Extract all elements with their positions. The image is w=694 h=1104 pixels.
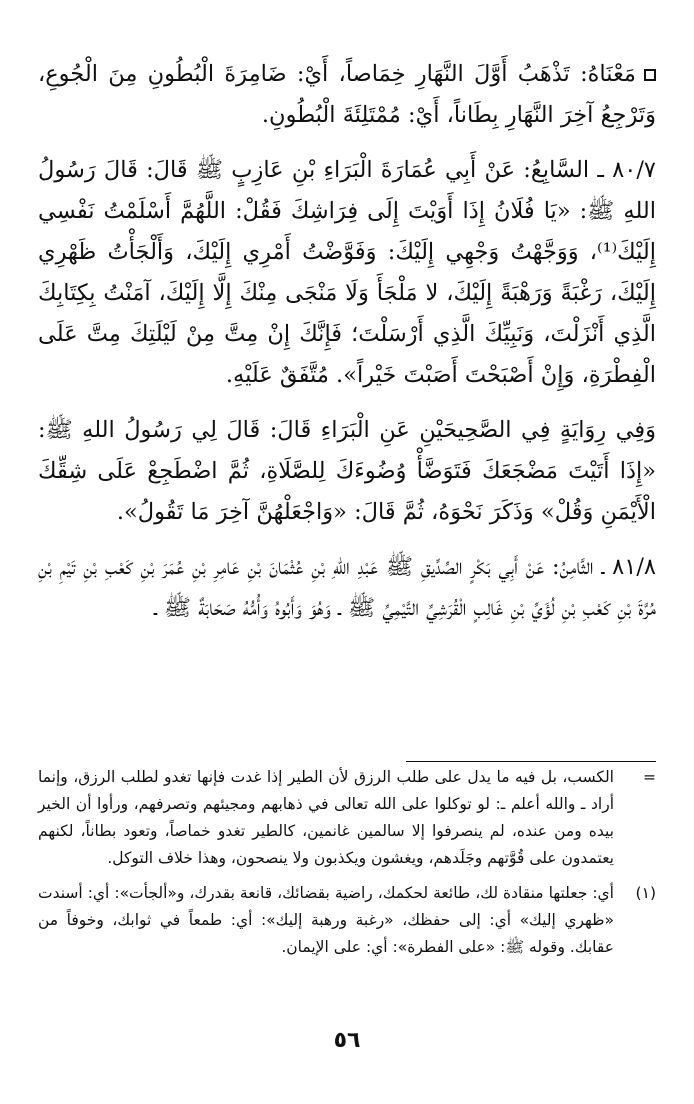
footnote-continued: [38, 764, 656, 872]
footnotes: [38, 764, 656, 961]
paragraph-text: مَعْنَاهُ: تَذْهَبُ أَوَّلَ النَّهَارِ خِمَاصاً، أَيْ: ضَامِرَةَ الْبُطُونِ مِنَ الْجُوعِ، وَتَرْجِعُ آخِرَ النَّهَارِ بِطَاناً، أَيْ: مُمْتَلِئَةَ الْبُطُونِ.: [38, 61, 656, 128]
footnote-divider: [406, 761, 656, 762]
footnote-marker: (١): [635, 884, 656, 902]
paragraph-text: ٨١/٨ ـ الثَّامِنُ: عَنْ أَبِي بَكْرٍ الصِّدِّيقِ ﷺ عَبْدِ اللهِ بْنِ عُثْمَانَ بْنِ عَامِرِ بْنِ عُمَرَ بْنِ كَعْبِ بْنِ تَيْمِ بْنِ مُرَّةَ بْنِ كَعْبِ بْنِ لُؤَيِّ بْنِ غَالِبٍ الْقُرَشِيِّ التَّيْمِيِّ ﷺ ـ وَهُوَ وَأَبُوهُ وَأُمُّهُ صَحَابَةٌ ﷺ ـ: [38, 554, 656, 621]
paragraph-text: ٨٠/٧ ـ السَّابِعُ: عَنْ أَبِي عُمَارَةَ الْبَرَاءِ بْنِ عَازِبٍ ﷺ قَالَ: قَالَ رَسُولُ اللهِ ﷺ: «يَا فُلَانُ إِذَا أَوَيْتَ إِلَى فِرَاشِكَ فَقُلْ: اللَّهُمَّ أَسْلَمْتُ نَفْسِي إِلَيْكَ⁽¹⁾، وَوَجَّهْتُ وَجْهِي إِلَيْكَ: وَفَوَّضْتُ أَمْرِي إِلَيْكَ، وَأَلْجَأْتُ ظَهْرِي إِلَيْكَ، رَغْبَةً وَرَهْبَةً إِلَيْكَ، لا مَلْجَأَ وَلَا مَنْجَى مِنْكَ إِلَّا إِلَيْكَ، آمَنْتُ بِكِتَابِكَ الَّذِي أَنْزَلْتَ، وَنَبِيِّكَ الَّذِي أَرْسَلْتَ؛ فَإِنَّكَ إِنْ مِتَّ مِنْ لَيْلَتِكَ مِتَّ عَلَى الْفِطْرَةِ، وَإِنْ أَصْبَحْتَ أَصَبْتَ خَيْراً». مُتَّفَقٌ عَلَيْهِ.: [38, 157, 656, 388]
footnote-text: الكسب، بل فيه ما يدل على طلب الرزق لأن الطير إذا غدت فإنها تغدو لطلب الرزق، وإنما أراد ـ والله أعلم ـ: لو توكلوا على الله تعالى في ذهابهم ومجيئهم وتصرفهم، ورأوا أن الخير بيده ومن عنده، لم ينصرفوا إلا سالمين غانمين، كالطير تغدو خماصاً، وتعود بطاناً، لكنهم يعتمدون على قُوَّتهم وجَلَدهم، ويغشون ويكذبون ولا ينصحون، وهذا خلاف التوكل.: [38, 768, 614, 867]
main-text: [38, 54, 656, 629]
footnote-marker: =: [643, 768, 656, 786]
paragraph-hadith-80: [38, 150, 656, 396]
footnote-1: [38, 880, 656, 961]
paragraph-hadith-81: [38, 547, 656, 629]
document-page: [38, 54, 656, 1074]
paragraph-riwaya: [38, 410, 656, 533]
paragraph-meaning: [38, 54, 656, 136]
footnote-text: أي: جعلتها منقادة لك، طائعة لحكمك، راضية بقضائك، قانعة بقدرك، و«ألجأت»: أي: أسندت «ظهري إليك» أي: إلى حفظك، «رغبة ورهبة إليك»: أي: طمعاً في ثوابك، وخوفاً من عقابك. وقوله ﷺ: «على الفطرة»: أي: على الإيمان.: [38, 884, 614, 956]
page-number: ٥٦: [333, 1028, 361, 1053]
square-bullet-icon: [644, 69, 656, 81]
paragraph-text: وَفِي رِوَايَةٍ فِي الصَّحِيحَيْنِ عَنِ الْبَرَاءِ قَالَ: قَالَ لِي رَسُولُ اللهِ ﷺ: «إِذَا أَتَيْتَ مَضْجَعَكَ فَتَوَضَّأْ وُضُوءَكَ لِلصَّلَاةِ، ثُمَّ اضْطَجِعْ عَلَى شِقِّكَ الْأَيْمَنِ وَقُلْ» وَذَكَرَ نَحْوَهُ، ثُمَّ قَالَ: «وَاجْعَلْهُنَّ آخِرَ مَا تَقُولُ».: [38, 417, 656, 525]
